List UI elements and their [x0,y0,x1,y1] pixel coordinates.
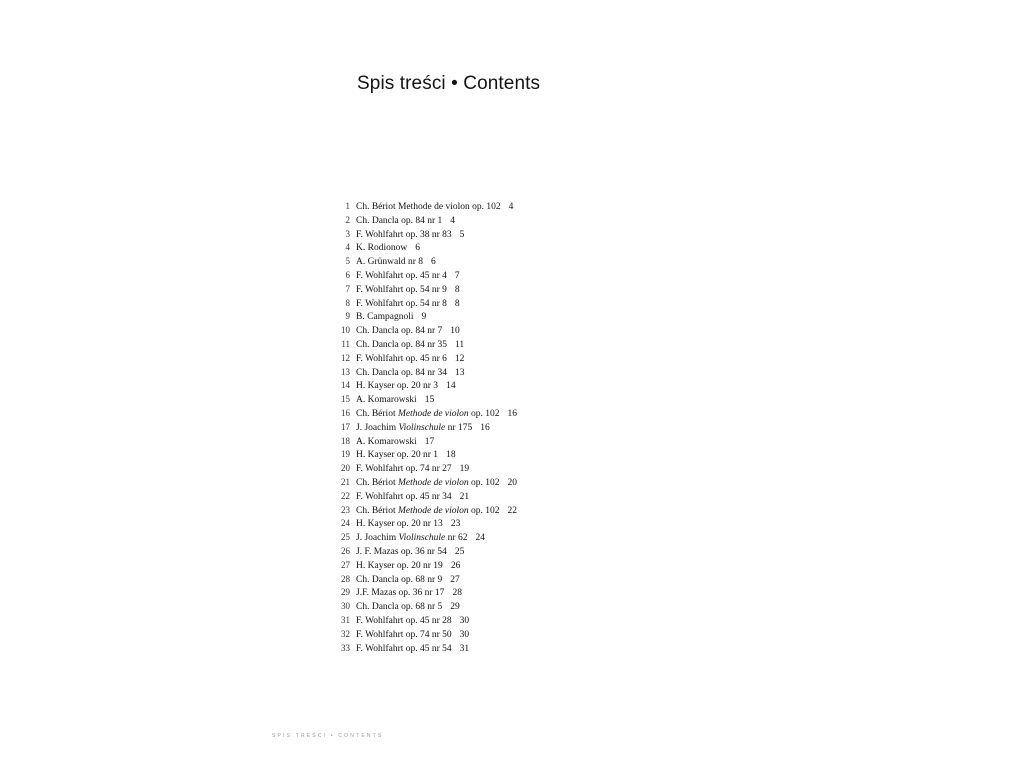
toc-entry-title [356,574,442,588]
toc-entry [330,241,517,255]
toc-entry-title-italic: Methode de violon [397,477,469,488]
toc-entry-title [356,587,444,601]
toc-entry-page: 8 [454,298,460,309]
toc-entry-page: 15 [424,395,435,406]
toc-entry-title-part: A. Grünwald nr 8 [356,257,424,268]
toc-entry-page: 24 [475,533,485,544]
toc-entry [330,600,517,614]
toc-entry-title [356,298,447,312]
toc-entry-number: 26 [341,545,350,556]
toc-entry-title [356,560,443,574]
toc-entry-page: 19 [459,464,470,475]
toc-entry-title [356,311,414,325]
toc-entry [330,476,517,490]
toc-entry-page: 11 [455,339,465,350]
toc-entry-page: 23 [450,519,461,530]
toc-entry-page: 13 [455,367,465,378]
toc-entry-number: 15 [341,394,350,405]
toc-entry-number: 24 [341,518,350,529]
toc-entry-title-part: A. Komarowski [356,395,417,406]
toc-entry-number: 21 [341,476,350,487]
toc-entry-number: 25 [341,532,350,543]
toc-entry-title-part: Ch. Bériot Methode de violon op. 102 [356,202,501,212]
toc-entry [330,393,517,407]
toc-entry-title-part: nr 62 [445,533,468,544]
toc-entry-title-part: B. Campagnoli [356,312,414,323]
toc-entry [330,297,517,311]
toc-entry-page: 30 [459,615,470,626]
page-footer: SPIS TREŚCI • CONTENTS [272,733,384,739]
toc-entry [330,586,517,600]
toc-entry-number: 17 [341,421,350,432]
toc-entry [330,200,517,214]
toc-entry-number: 9 [345,311,350,322]
toc-entry-title-part: H. Kayser op. 20 nr 1 [356,450,439,461]
toc-entry-title-italic: Violinschule [398,422,446,433]
toc-entry-title-italic: Violinschule [398,533,446,544]
toc-entry [330,283,517,297]
toc-entry-title [356,256,423,270]
toc-entry-number: 19 [341,449,350,460]
toc-entry [330,531,517,545]
toc-entry [330,490,517,504]
toc-entry [330,573,517,587]
toc-entry-title [356,477,500,491]
toc-entry [330,255,517,269]
toc-entry-page: 29 [450,602,460,613]
toc-entry-page: 18 [446,450,456,461]
toc-entry-title-part: K. Rodionow [356,243,408,254]
toc-entry-number: 11 [341,338,350,349]
toc-entry [330,435,517,449]
toc-entry-page: 21 [459,491,470,502]
toc-entry-title [356,325,442,339]
toc-entry [330,504,517,518]
toc-entry-title [356,201,501,215]
toc-entry-number: 7 [345,283,350,294]
toc-entry-title [356,242,407,256]
toc-entry-title [356,284,447,298]
toc-entry [330,366,517,380]
toc-entry-title-part: Ch. Dancla op. 84 nr 34 [356,367,448,378]
toc-entry [330,338,517,352]
toc-entry [330,545,517,559]
toc-entry-number: 27 [341,559,350,570]
toc-entry-title [356,518,443,532]
toc-entry-page: 6 [415,243,420,254]
toc-entry [330,228,517,242]
toc-entry-page: 27 [450,574,460,585]
toc-entry-title [356,380,438,394]
toc-entry-page: 30 [459,629,470,640]
toc-entry-title-part: J. Joachim [356,533,399,544]
toc-entry-page: 6 [431,257,436,268]
toc-entry-title-part: Ch. Dancla op. 84 nr 1 [356,215,443,226]
toc-entry-title-part: F. Wohlfahrt op. 45 nr 28 [356,615,452,626]
toc-entry-title-part: op. 102 [468,408,500,419]
toc-entry-title [356,353,447,367]
toc-entry-title-part: Ch. Bériot [356,408,398,419]
toc-entry-number: 33 [341,642,350,653]
toc-entry [330,421,517,435]
toc-entry-title [356,629,452,643]
toc-entry-title-part: A. Komarowski [356,436,417,447]
toc-entry-page: 31 [459,643,470,654]
toc-entry [330,628,517,642]
toc-entry [330,324,517,338]
toc-entry-title-part: Ch. Bériot [356,505,398,516]
toc-entry-title-part: Ch. Bériot [356,477,398,488]
toc-entry-number: 31 [341,614,350,625]
toc-entry-title [356,394,417,408]
toc-entry-page: 16 [507,408,518,419]
toc-entry-title [356,601,442,615]
toc-entry-number: 13 [341,366,350,377]
toc-entry [330,517,517,531]
toc-entry-title-part: F. Wohlfahrt op. 45 nr 4 [356,270,447,281]
toc-entry-title [356,436,417,450]
table-of-contents [330,200,517,655]
toc-entry-title-part: op. 102 [468,505,500,516]
toc-entry-number: 1 [345,201,350,211]
toc-entry-title-part: op. 102 [468,477,500,488]
toc-entry-title-part: nr 175 [445,422,473,433]
toc-entry [330,214,517,228]
toc-entry-number: 5 [345,256,350,267]
toc-entry-number: 10 [341,325,350,336]
toc-entry [330,407,517,421]
toc-entry-title-italic: Methode de violon [397,505,469,516]
toc-entry [330,614,517,628]
toc-entry-title-part: F. Wohlfahrt op. 74 nr 27 [356,464,452,475]
toc-entry-title-part: H. Kayser op. 20 nr 13 [356,519,443,530]
toc-entry-title [356,532,467,546]
toc-entry-number: 29 [341,587,350,598]
toc-entry-page: 7 [454,270,460,281]
toc-entry-title [356,505,500,519]
toc-entry-title-part: H. Kayser op. 20 nr 3 [356,381,439,392]
toc-entry-title-part: F. Wohlfahrt op. 45 nr 34 [356,491,452,502]
toc-entry [330,559,517,573]
toc-entry-title-part: H. Kayser op. 20 nr 19 [356,560,443,571]
toc-entry-page: 14 [446,381,456,392]
toc-entry-title-italic: Methode de violon [397,408,469,419]
toc-entry-page: 8 [454,284,460,295]
toc-entry-title-part: J. Joachim [356,422,399,433]
toc-entry-title-part: Ch. Dancla op. 84 nr 35 [356,339,448,350]
toc-entry-number: 32 [341,628,350,639]
page-title: Spis treści • Contents [357,73,541,94]
toc-entry-number: 8 [345,297,350,308]
toc-entry [330,462,517,476]
toc-entry-number: 12 [341,352,350,363]
toc-entry-title-part: Ch. Dancla op. 68 nr 9 [356,574,443,585]
toc-entry-title-part: J. F. Mazas op. 36 nr 54 [356,546,447,557]
toc-entry-title [356,339,447,353]
toc-entry-title [356,463,452,477]
toc-entry-number: 23 [341,504,350,515]
toc-entry-title [356,270,447,284]
toc-entry-title [356,367,447,381]
toc-entry [330,310,517,324]
toc-entry-number: 18 [341,435,350,446]
toc-entry-page: 4 [450,215,456,226]
toc-entry-page: 20 [507,477,518,488]
toc-entry-number: 20 [341,463,350,474]
toc-entry-page: 16 [480,422,490,433]
toc-entry-page: 4 [508,202,514,212]
toc-entry-page: 10 [450,326,460,337]
toc-entry-title [356,615,452,629]
toc-entry-title [356,546,447,560]
toc-entry-title [356,408,500,422]
toc-entry-page: 26 [450,560,461,571]
toc-entry [330,269,517,283]
toc-entry-page: 28 [452,588,462,599]
toc-entry [330,642,517,656]
toc-entry-title-part: F. Wohlfahrt op. 45 nr 6 [356,353,447,364]
toc-entry-title [356,422,472,436]
toc-entry-title-part: F. Wohlfahrt op. 45 nr 54 [356,643,452,654]
toc-entry-number: 16 [341,407,350,418]
toc-entry-title [356,229,452,243]
toc-entry-number: 4 [345,242,350,253]
toc-entry-page: 5 [459,229,465,240]
toc-entry-page: 12 [454,353,465,364]
toc-entry [330,448,517,462]
toc-entry-title-part: Ch. Dancla op. 68 nr 5 [356,602,443,613]
toc-entry-title [356,643,452,657]
toc-entry [330,379,517,393]
toc-entry-page: 17 [424,436,435,447]
toc-entry-title [356,491,452,505]
toc-entry-page: 25 [454,546,465,557]
toc-entry [330,352,517,366]
toc-entry-number: 30 [341,601,350,612]
toc-entry-title [356,449,438,463]
toc-entry-title-part: F. Wohlfahrt op. 54 nr 9 [356,284,447,295]
toc-entry-number: 6 [345,269,350,280]
toc-entry-title-part: Ch. Dancla op. 84 nr 7 [356,326,443,337]
toc-entry-title-part: F. Wohlfahrt op. 54 nr 8 [356,298,447,309]
toc-entry-number: 3 [345,228,350,239]
toc-entry-number: 14 [341,380,350,391]
toc-entry-number: 28 [341,573,350,584]
toc-entry-title-part: F. Wohlfahrt op. 38 nr 83 [356,229,452,240]
toc-entry-number: 22 [341,490,350,501]
toc-entry-title [356,215,442,229]
toc-entry-page: 9 [421,312,427,323]
toc-entry-page: 22 [507,505,518,516]
toc-entry-title-part: J.F. Mazas op. 36 nr 17 [356,588,445,599]
toc-entry-number: 2 [345,214,350,225]
toc-entry-title-part: F. Wohlfahrt op. 74 nr 50 [356,629,452,640]
